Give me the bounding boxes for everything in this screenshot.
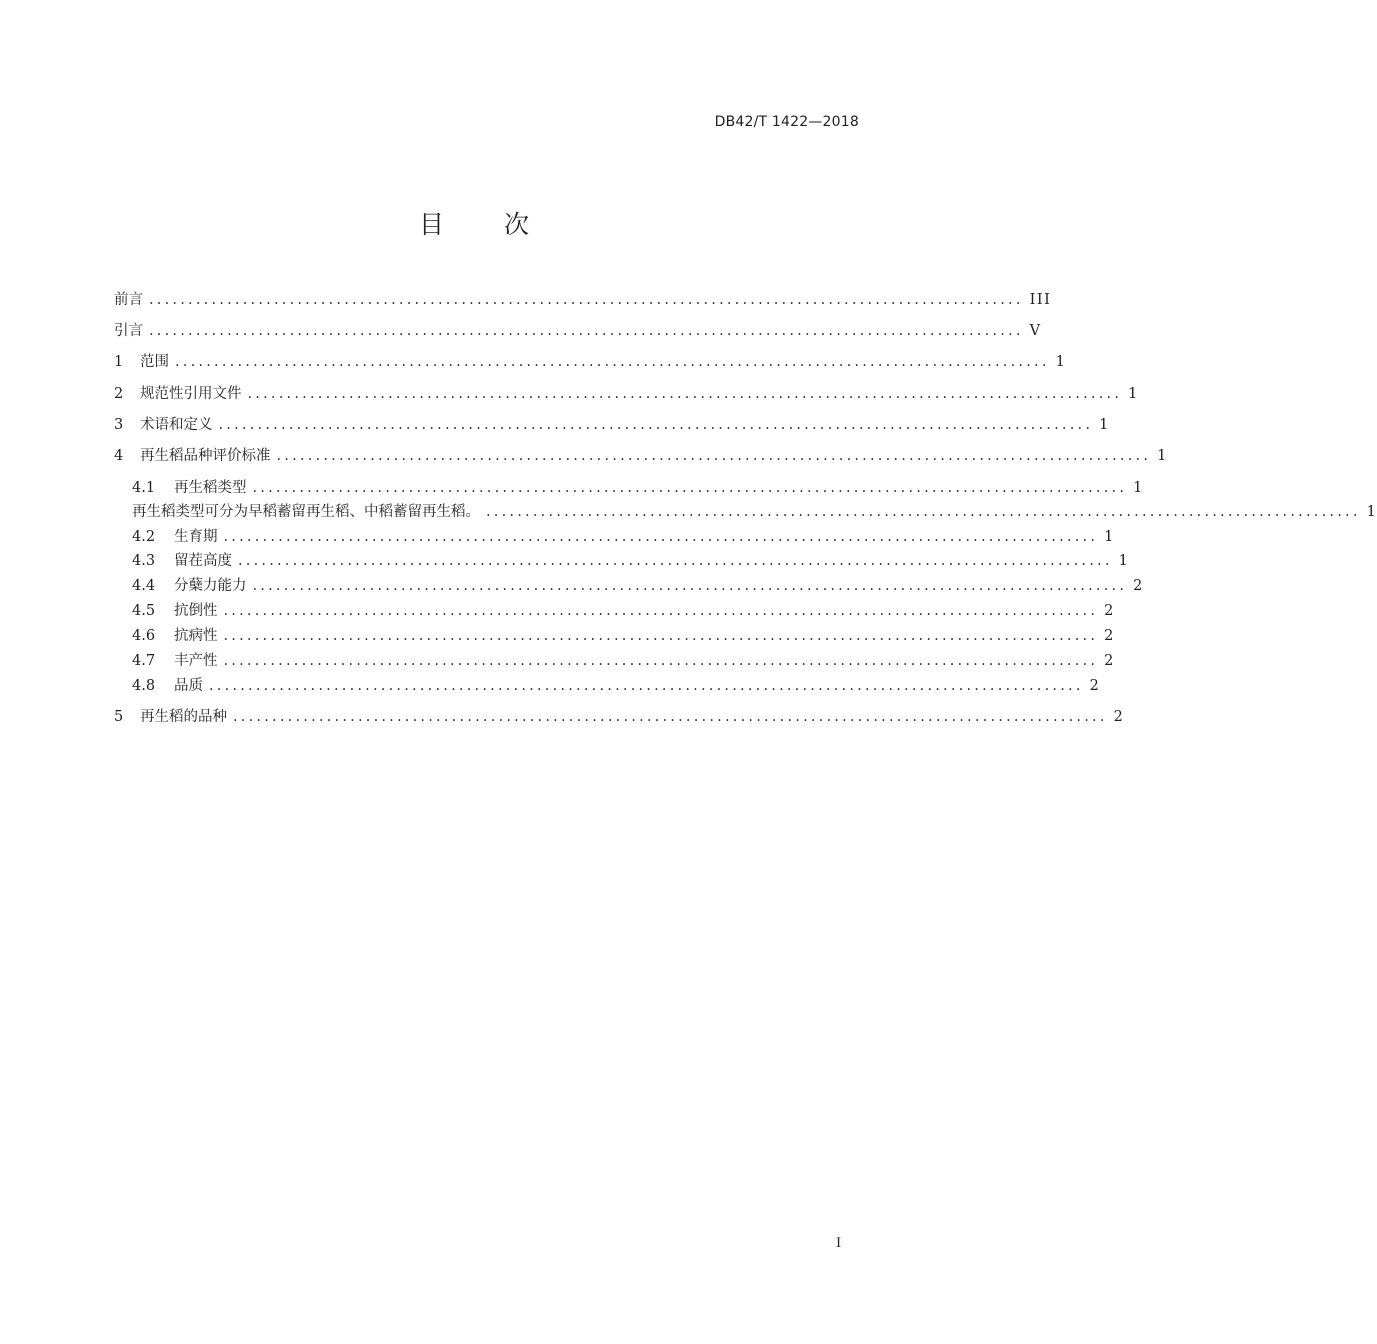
toc-label: 范围 [140,354,169,370]
toc-leader: ................................................................................................................ [276,448,1152,464]
toc-number: 1 [114,354,124,370]
toc-entry[interactable] [114,382,1139,404]
toc-entry[interactable] [114,705,1125,727]
toc-entry[interactable] [114,444,1168,466]
toc-entry[interactable] [132,500,1377,522]
toc-entry[interactable] [132,549,1130,571]
toc-leader: ................................................................................................................ [233,709,1108,725]
toc-page: 2 [1113,709,1125,725]
toc-page: 2 [1104,653,1115,669]
toc-page: 1 [1118,553,1130,569]
toc-leader: ................................................................................................................ [223,653,1099,669]
toc-page: 1 [1157,448,1168,464]
toc-leader: ................................................................................................................ [149,323,1024,339]
toc-page: V [1029,323,1042,339]
toc-leader: ................................................................................................................ [223,628,1099,644]
toc-label: 规范性引用文件 [140,386,242,402]
toc-label: 前言 [114,292,143,308]
toc-number: 5 [114,709,124,725]
toc-page: 1 [1104,529,1115,545]
toc-number: 4.7 [132,653,156,669]
toc-title: 目 次 [419,210,555,239]
toc-label: 品质 [174,678,203,694]
toc-entry[interactable] [132,476,1144,498]
document-code: DB42/T 1422—2018 [714,114,859,130]
toc-page: 2 [1104,603,1115,619]
toc-leader: ................................................................................................................ [486,504,1361,520]
toc-leader: ................................................................................................................ [223,603,1099,619]
toc-label: 引言 [114,323,143,339]
toc-leader: ................................................................................................................ [238,553,1113,569]
toc-page: 2 [1133,578,1144,594]
page-number: I [836,1236,842,1251]
toc-number: 4.4 [132,578,156,594]
toc-leader: ................................................................................................................ [247,386,1123,402]
toc-page: 1 [1055,354,1067,370]
toc-leader: ................................................................................................................ [175,354,1050,370]
toc-number: 4.3 [132,553,156,569]
toc-page: 1 [1133,480,1144,496]
toc-entry[interactable] [132,674,1101,696]
toc-number: 4 [114,448,124,464]
toc-label: 丰产性 [174,653,218,669]
toc-entry[interactable] [132,599,1115,621]
toc-label: 生育期 [174,529,218,545]
toc-page: 2 [1104,628,1115,644]
toc-number: 4.8 [132,678,156,694]
toc-page: 1 [1128,386,1139,402]
toc-leader: ................................................................................................................ [223,529,1099,545]
toc-label: 分蘖力能力 [174,578,247,594]
toc-label: 术语和定义 [140,417,213,433]
toc-label: 抗病性 [174,628,218,644]
toc-page: 1 [1099,417,1110,433]
toc-page: III [1029,292,1052,308]
toc-leader: ................................................................................................................ [149,292,1024,308]
toc-leader: ................................................................................................................ [252,480,1128,496]
toc-number: 4.6 [132,628,156,644]
toc-entry[interactable] [114,413,1110,435]
toc-label: 抗倒性 [174,603,218,619]
toc-number: 3 [114,417,124,433]
toc-page: 1 [1366,504,1377,520]
toc-number: 4.2 [132,529,156,545]
toc-leader: ................................................................................................................ [252,578,1128,594]
toc-leader: ................................................................................................................ [218,417,1094,433]
toc-label: 留茬高度 [174,553,232,569]
toc-entry[interactable] [132,574,1144,596]
toc-entry[interactable] [114,288,1052,310]
toc-number: 4.1 [132,480,156,496]
toc-page: 2 [1089,678,1101,694]
toc-entry[interactable] [114,350,1067,372]
toc-leader: ................................................................................................................ [209,678,1084,694]
toc-entry[interactable] [132,624,1115,646]
toc-number: 2 [114,386,124,402]
toc-label: 再生稻类型 [174,480,247,496]
toc-label: 再生稻的品种 [140,709,227,725]
toc-entry[interactable] [114,319,1042,341]
toc-entry[interactable] [132,649,1115,671]
toc-label: 再生稻品种评价标准 [140,448,271,464]
toc-label: 再生稻类型可分为早稻蓄留再生稻、中稻蓄留再生稻。 [132,504,480,520]
toc-number: 4.5 [132,603,156,619]
toc-entry[interactable] [132,525,1115,547]
